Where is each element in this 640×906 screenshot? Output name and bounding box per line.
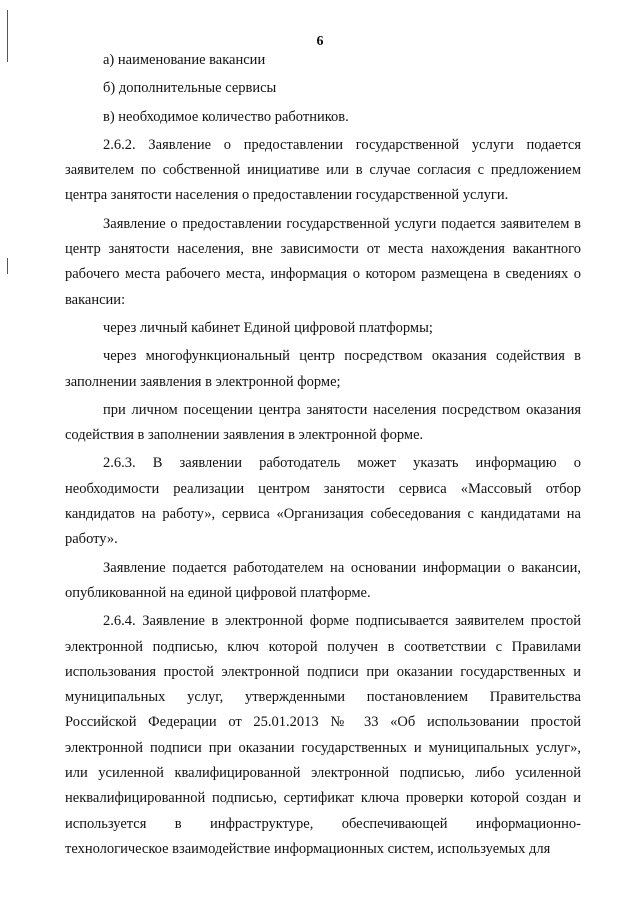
paragraph-2-6-2: 2.6.2. Заявление о предоставлении государственной услуги подается заявителем по собственной инициативе или в случае согласия с предложением центра занятости населения о предоставлении государственной услуги. [65,136,581,204]
document-body [65,48,581,862]
paragraph-method-cabinet: через личный кабинет Единой цифровой платформы; [103,319,433,336]
paragraph-method-visit: при личном посещении центра занятости населения посредством оказания содействия в заполнении заявления в электронной форме. [65,401,581,444]
paragraph-2-6-3: 2.6.3. В заявлении работодатель может указать информацию о необходимости реализации центром занятости сервиса «Массовый отбор кандидатов на работу», сервиса «Организация собеседования с кандидатами на работу». [65,455,581,548]
scan-edge-mark [7,258,8,274]
list-item: а) наименование вакансии [103,52,266,68]
list-item: б) дополнительные сервисы [103,80,277,97]
list-item: в) необходимое количество работников. [103,108,349,125]
paragraph: Заявление о предоставлении государственной услуги подается заявителем в центр занятости населения, вне зависимости от места нахождения вакантного рабочего места рабочего места, информация о котором размещена в сведениях о вакансии: [65,215,581,308]
paragraph-method-mfc: через многофункциональный центр посредством оказания содействия в заполнении заявления в электронной форме; [65,348,581,390]
paragraph-2-6-4: 2.6.4. Заявление в электронной форме подписывается заявителем простой электронной подписью, ключ которой получен в соответствии с Правилами использования простой электронной подписи при оказании государственных и муниципальных услуг, утвержденными постановлением Правительства Российской Федерации от 25.01.2013 № 33 «Об использовании простой электронной подписи при оказании государственных и муниципальных услуг», или усиленной квалифицированной электронной подписью, либо усиленной неквалифицированной подписью, сертификат ключа проверки которой создан и используется в инфраструктуре, обеспечивающей информационно-технологическое взаимодействие информационных систем, используемых для [65,613,581,857]
scan-edge-mark [7,10,8,62]
paragraph: Заявление подается работодателем на основании информации о вакансии, опубликованной на единой цифровой платформе. [65,559,581,601]
page-number: 6 [316,34,324,49]
